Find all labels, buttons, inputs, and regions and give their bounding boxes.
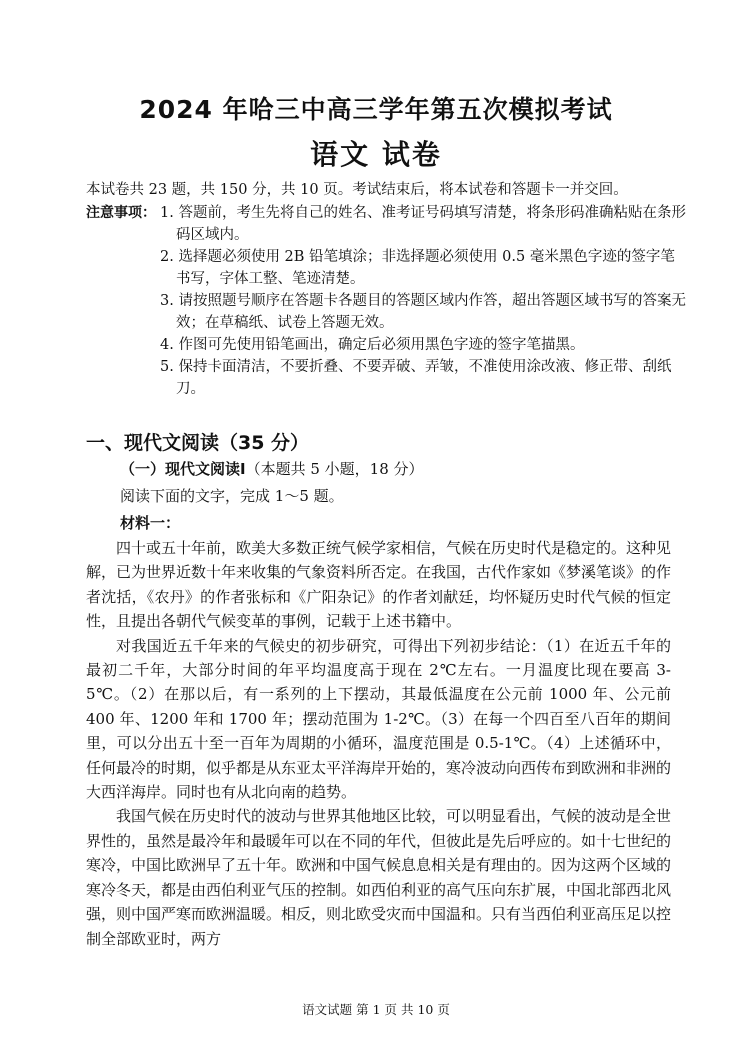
note-item: 2. 选择题必须使用 2B 铅笔填涂；非选择题必须使用 0.5 毫米黑色字迹的签字笔书写，字体工整、笔迹清楚。 bbox=[160, 249, 675, 287]
page-footer: 语文试题 第 1 页 共 10 页 bbox=[302, 1002, 450, 1017]
section-heading: 一、现代文阅读（35 分） bbox=[86, 432, 310, 454]
note-item: 4. 作图可先使用铅笔画出，确定后必须用黑色字迹的签字笔描黑。 bbox=[160, 337, 585, 353]
exam-subtitle: 语文 试卷 bbox=[310, 138, 442, 171]
note-item: 5. 保持卡面清洁，不要折叠、不要弄破、弄皱，不准使用涂改液、修正带、刮纸刀。 bbox=[160, 359, 672, 397]
notes-list bbox=[160, 202, 686, 400]
note-item: 3. 请按照题号顺序在答题卡各题目的答题区域内作答，超出答题区域书写的答案无效；在草稿纸、试卷上答题无效。 bbox=[160, 293, 686, 331]
passage-text bbox=[86, 536, 671, 951]
reading-instruction: 阅读下面的文字，完成 1～5 题。 bbox=[120, 487, 344, 505]
subsection-info: （本题共 5 小题，18 分） bbox=[245, 460, 424, 478]
material-label: 材料一： bbox=[120, 514, 181, 532]
passage-paragraph: 四十或五十年前，欧美大多数正统气候学家相信，气候在历史时代是稳定的。这种见解，已为世界近数十年来收集的气象资料所否定。在我国，古代作家如《梦溪笔谈》的作者沈括，《农丹》的作者张标和《广阳杂记》的作者刘献廷，均怀疑历史时代气候的恒定性，且提出各朝代气候变革的事例，记载于上述书籍中。 bbox=[86, 539, 672, 631]
exam-title: 2024 年哈三中高三学年第五次模拟考试 bbox=[139, 95, 613, 124]
exam-intro: 本试卷共 23 题，共 150 分，共 10 页。考试结束后，将本试卷和答题卡一并交回。 bbox=[86, 182, 628, 198]
subsection-title: （一）现代文阅读Ⅰ bbox=[120, 460, 246, 478]
passage-paragraph: 我国气候在历史时代的波动与世界其他地区比较，可以明显看出，气候的波动是全世界性的，虽然是最冷年和最暖年可以在不同的年代，但彼此是先后呼应的。如十七世纪的寒冷，中国比欧洲早了五十年。欧洲和中国气候息息相关是有理由的。因为这两个区域的寒冷冬天，都是由西伯利亚气压的控制。如西伯利亚的高气压向东扩展，中国北部西北风强，则中国严寒而欧洲温暖。相反，则北欧受灾而中国温和。只有当西伯利亚高压足以控制全部欧亚时，两方 bbox=[86, 807, 672, 948]
subsection-heading bbox=[120, 458, 424, 479]
notes-block bbox=[86, 202, 686, 400]
note-item: 1. 答题前，考生先将自己的姓名、准考证号码填写清楚，将条形码准确粘贴在条形码区域内。 bbox=[160, 205, 686, 243]
notes-label: 注意事项： bbox=[86, 205, 156, 221]
passage-paragraph: 对我国近五千年来的气候史的初步研究，可得出下列初步结论：（1）在近五千年的最初二千年，大部分时间的年平均温度高于现在 2℃左右。一月温度比现在要高 3-5℃。（2）在那以后，有一系列的上下摆动，其最低温度在公元前 1000 年、公元前 400 年、1200 年和 1700 年；摆动范围为 1-2℃。（3）在每一个四百至八百年的期间里，可以分出五十至一百年为周期的小循环，温度范围是 0.5-1℃。（4）上述循环中，任何最冷的时期，似乎都是从东亚太平洋海岸开始的，寒冷波动向西传布到欧洲和非洲的大西洋海岸。同时也有从北向南的趋势。 bbox=[86, 636, 672, 802]
